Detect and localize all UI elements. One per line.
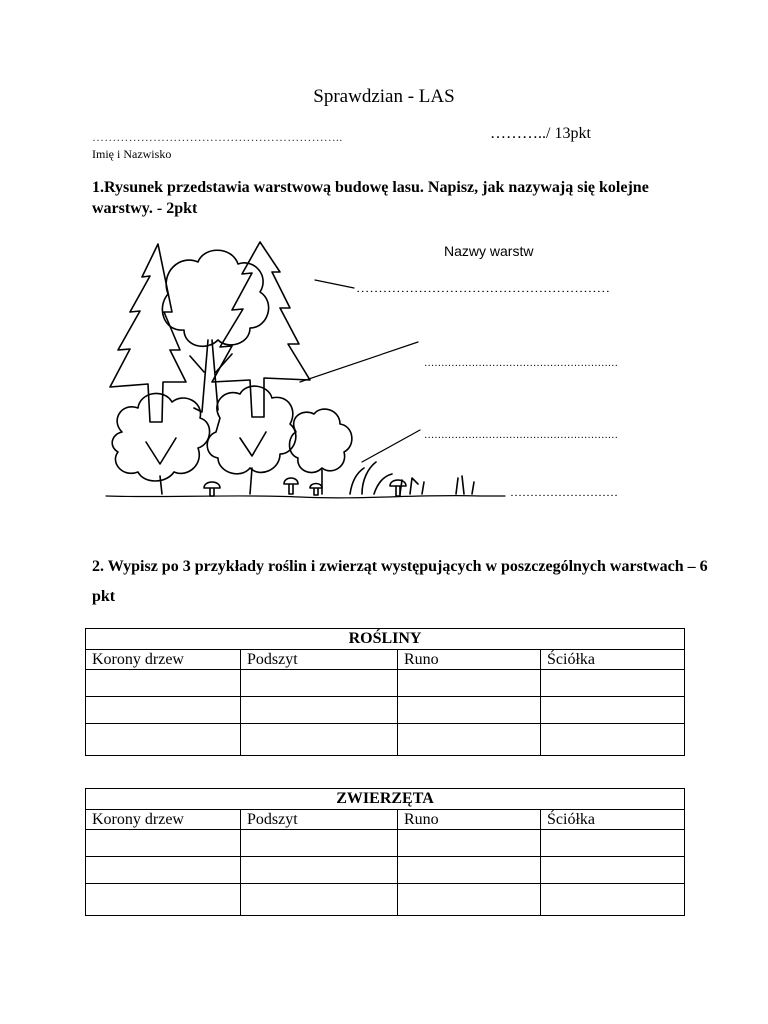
column-header-litter: Ściółka [541, 650, 685, 670]
answer-cell[interactable] [86, 724, 241, 756]
answer-cell[interactable] [541, 670, 685, 697]
answer-cell[interactable] [241, 884, 398, 916]
question-2: 2. Wypisz po 3 przykłady roślin i zwierząt występujących w poszczególnych warstwach – 6 pkt [92, 558, 708, 605]
answer-cell[interactable] [398, 830, 541, 857]
answer-cell[interactable] [541, 830, 685, 857]
answer-cell[interactable] [86, 830, 241, 857]
answer-cell[interactable] [86, 857, 241, 884]
column-header-undergrowth: Podszyt [241, 810, 398, 830]
answer-cell[interactable] [241, 697, 398, 724]
animals-table-title: ZWIERZĘTA [86, 789, 685, 810]
answer-cell[interactable] [398, 670, 541, 697]
table-row [86, 830, 685, 857]
forest-drawing [106, 242, 505, 498]
answer-cell[interactable] [86, 697, 241, 724]
answer-cell[interactable] [241, 830, 398, 857]
name-answer-line[interactable]: …………………………………………………….. [92, 130, 343, 144]
table-row [86, 724, 685, 756]
table-row [86, 670, 685, 697]
column-header-herb-layer: Runo [398, 810, 541, 830]
animals-table [85, 788, 685, 916]
page-title: Sprawdzian - LAS [313, 86, 455, 107]
table-row [86, 697, 685, 724]
layer-answer-line[interactable]: ………………………………………………… [356, 284, 610, 295]
answer-cell[interactable] [541, 884, 685, 916]
answer-cell[interactable] [86, 670, 241, 697]
column-header-crowns: Korony drzew [86, 810, 241, 830]
column-header-litter: Ściółka [541, 810, 685, 830]
column-header-crowns: Korony drzew [86, 650, 241, 670]
name-label: Imię i Nazwisko [92, 147, 172, 161]
answer-cell[interactable] [241, 670, 398, 697]
table-row [86, 857, 685, 884]
figure-caption: Nazwy warstw [444, 243, 534, 259]
answer-cell[interactable] [541, 697, 685, 724]
score-field: ………../ 13pkt [490, 125, 591, 142]
plants-table-title: ROŚLINY [86, 629, 685, 650]
answer-cell[interactable] [398, 697, 541, 724]
layer-answer-line[interactable]: ………………………………………………… [424, 430, 618, 441]
answer-cell[interactable] [398, 884, 541, 916]
forest-layers-figure [100, 232, 640, 522]
column-header-undergrowth: Podszyt [241, 650, 398, 670]
table-row [86, 884, 685, 916]
answer-cell[interactable] [241, 857, 398, 884]
question-1: 1.Rysunek przedstawia warstwową budowę lasu. Napisz, jak nazywają się kolejne warstwy. - 2pkt [92, 179, 649, 217]
layer-answer-line[interactable]: ………………………………………………… [424, 358, 618, 369]
answer-cell[interactable] [241, 724, 398, 756]
layer-answer-line[interactable]: ……………………… [510, 488, 618, 499]
answer-cell[interactable] [541, 724, 685, 756]
column-header-herb-layer: Runo [398, 650, 541, 670]
answer-cell[interactable] [398, 724, 541, 756]
answer-cell[interactable] [86, 884, 241, 916]
answer-cell[interactable] [398, 857, 541, 884]
answer-cell[interactable] [541, 857, 685, 884]
plants-table [85, 628, 685, 756]
